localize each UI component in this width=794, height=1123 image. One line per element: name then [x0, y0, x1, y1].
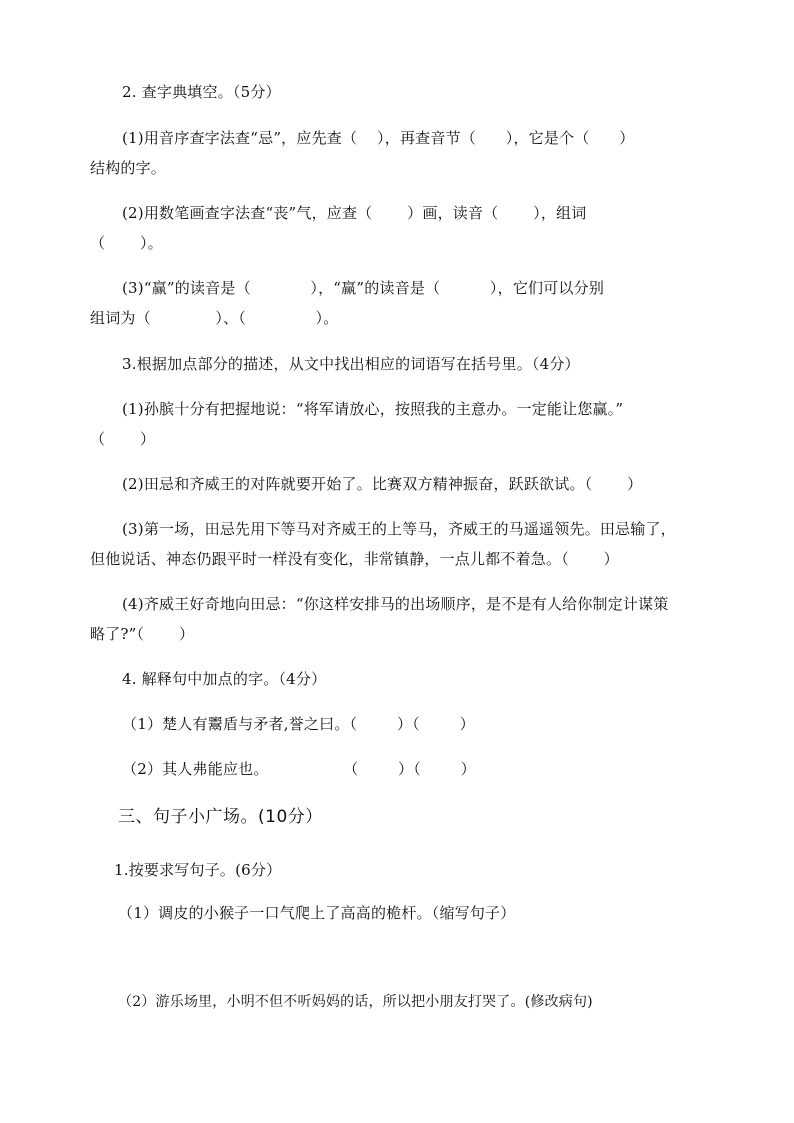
q2-item2-line1: (2)用数笔画查字法查“丧”气，应查（ ）画，读音（ ），组词: [122, 204, 587, 222]
q4-item2: （2）其人弗能应也。 （ ）（ ）: [122, 760, 476, 778]
q3-item3-line2: 但他说话、神态仍跟平时一样没有变化，非常镇静，一点儿都不着急。（ ）: [90, 550, 619, 568]
q2-item3-line1: (3)“赢”的读音是（ ），“赢”的读音是（ ），它们可以分别: [122, 279, 605, 297]
q3-item1-line1: (1)孙膑十分有把握地说：“将军请放心，按照我的主意办。一定能让您赢。”: [122, 400, 624, 418]
section3-q1-title: 1.按要求写句子。(6分）: [114, 861, 282, 879]
q4-item1: （1）楚人有鬻盾与矛者,誉之曰。（ ）（ ）: [122, 715, 475, 733]
q3-item4-line1: (4)齐威王好奇地向田忌：“你这样安排马的出场顺序，是不是有人给你制定计谋策: [122, 595, 669, 613]
q4-title: 4. 解释句中加点的字。（4分）: [122, 670, 327, 688]
section3-title: 三、句子小广场。(10分）: [118, 807, 323, 827]
q3-item4-line2: 略了?”（ ）: [90, 625, 195, 643]
q2-item3-line2: 组词为（ ）、（ ）。: [90, 309, 339, 327]
section3-item2: （2）游乐场里，小明不但不听妈妈的话，所以把小朋友打哭了。(修改病句): [118, 994, 593, 1010]
q3-item3-line1: (3)第一场，田忌先用下等马对齐威王的上等马，齐威王的马遥遥领先。田忌输了，: [122, 520, 676, 538]
q2-item1-line2: 结构的字。: [90, 159, 167, 177]
q2-title: 2. 查字典填空。（5分）: [122, 83, 281, 101]
q3-item2-line1: (2)田忌和齐威王的对阵就要开始了。比赛双方精神振奋，跃跃欲试。（ ）: [122, 475, 643, 493]
q3-item1-line2: （ ）: [90, 430, 156, 448]
section3-item1: （1）调皮的小猴子一口气爬上了高高的桅杆。（缩写句子）: [118, 904, 516, 922]
q2-item2-line2: （ ）。: [90, 234, 163, 252]
q2-item1-line1: (1)用音序查字法查“忌”，应先查（ ），再查音节（ ），它是个（ ）: [122, 129, 635, 147]
q3-title: 3.根据加点部分的描述，从文中找出相应的词语写在括号里。（4分）: [122, 355, 580, 373]
